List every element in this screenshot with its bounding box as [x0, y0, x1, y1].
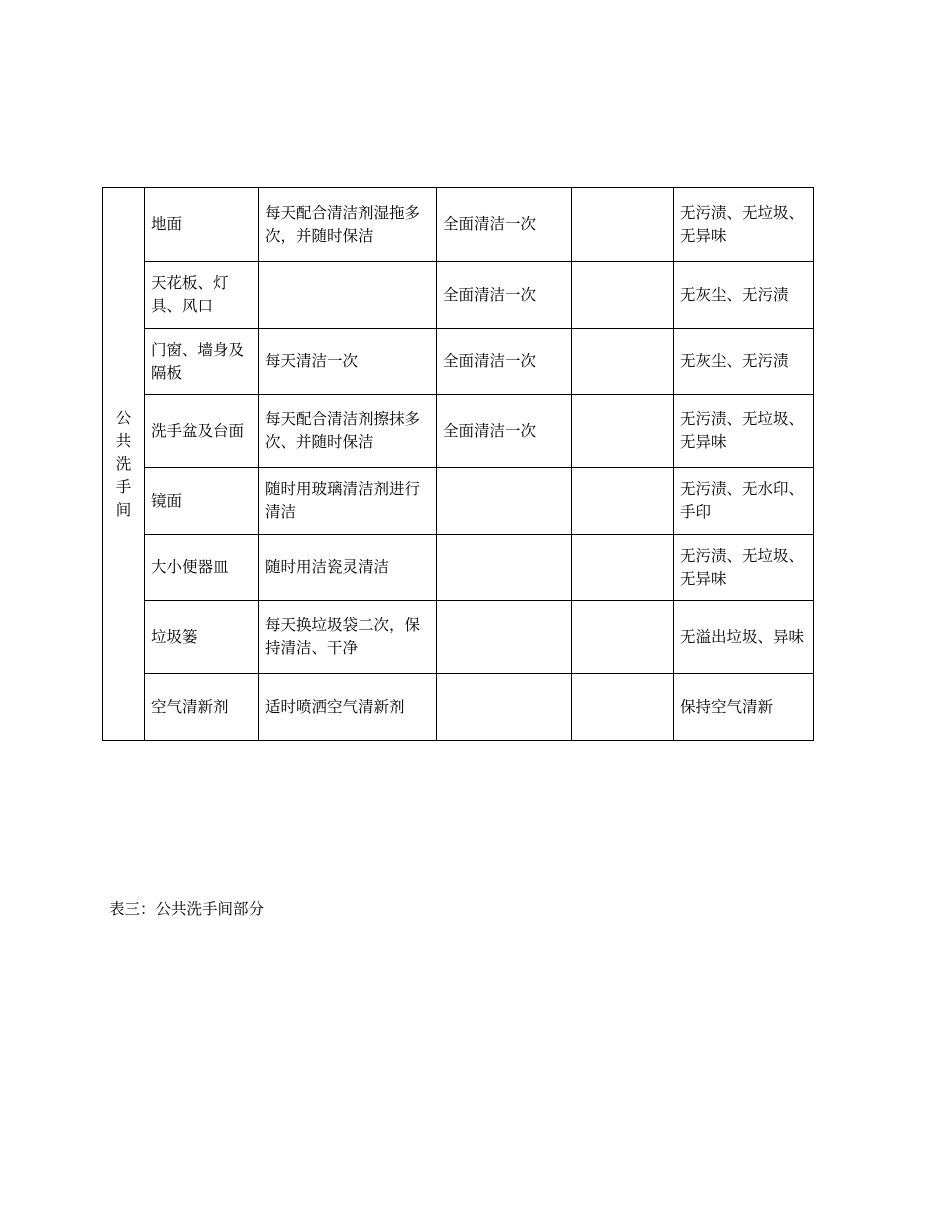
item-cell: 空气清新剂 [145, 674, 259, 741]
cleaning-schedule-table [102, 187, 814, 741]
standard-cell: 无溢出垃圾、异味 [674, 601, 814, 674]
extra-cell [572, 395, 674, 468]
periodic-cell [437, 674, 572, 741]
item-cell: 门窗、墙身及隔板 [145, 329, 259, 395]
periodic-cell [437, 535, 572, 601]
item-cell: 天花板、灯具、风口 [145, 262, 259, 329]
table-row [103, 468, 814, 535]
standard-cell: 保持空气清新 [674, 674, 814, 741]
periodic-cell: 全面清洁一次 [437, 262, 572, 329]
periodic-cell [437, 601, 572, 674]
standard-cell: 无污渍、无垃圾、无异味 [674, 535, 814, 601]
extra-cell [572, 262, 674, 329]
table-row [103, 395, 814, 468]
area-cell [103, 188, 145, 741]
area-label: 公共洗手间 [115, 408, 132, 519]
standard-cell: 无污渍、无垃圾、无异味 [674, 188, 814, 262]
table-row [103, 674, 814, 741]
standard-cell: 无污渍、无水印、手印 [674, 468, 814, 535]
item-cell: 大小便器皿 [145, 535, 259, 601]
item-cell: 地面 [145, 188, 259, 262]
standard-cell: 无灰尘、无污渍 [674, 262, 814, 329]
daily-cell: 随时用玻璃清洁剂进行清洁 [259, 468, 437, 535]
table-row [103, 188, 814, 262]
standard-cell: 无污渍、无垃圾、无异味 [674, 395, 814, 468]
table-caption: 表三：公共洗手间部分 [109, 900, 265, 918]
item-cell: 垃圾篓 [145, 601, 259, 674]
daily-cell: 每天清洁一次 [259, 329, 437, 395]
extra-cell [572, 468, 674, 535]
extra-cell [572, 188, 674, 262]
standard-cell: 无灰尘、无污渍 [674, 329, 814, 395]
daily-cell [259, 262, 437, 329]
table-row [103, 601, 814, 674]
daily-cell: 每天配合清洁剂擦抹多次、并随时保洁 [259, 395, 437, 468]
extra-cell [572, 535, 674, 601]
table-row [103, 535, 814, 601]
table-row [103, 329, 814, 395]
item-cell: 镜面 [145, 468, 259, 535]
daily-cell: 每天换垃圾袋二次，保持清洁、干净 [259, 601, 437, 674]
item-cell: 洗手盆及台面 [145, 395, 259, 468]
table-row [103, 262, 814, 329]
extra-cell [572, 601, 674, 674]
daily-cell: 每天配合清洁剂湿拖多次，并随时保洁 [259, 188, 437, 262]
extra-cell [572, 329, 674, 395]
periodic-cell: 全面清洁一次 [437, 329, 572, 395]
periodic-cell [437, 468, 572, 535]
extra-cell [572, 674, 674, 741]
periodic-cell: 全面清洁一次 [437, 188, 572, 262]
daily-cell: 随时用洁瓷灵清洁 [259, 535, 437, 601]
daily-cell: 适时喷洒空气清新剂 [259, 674, 437, 741]
periodic-cell: 全面清洁一次 [437, 395, 572, 468]
